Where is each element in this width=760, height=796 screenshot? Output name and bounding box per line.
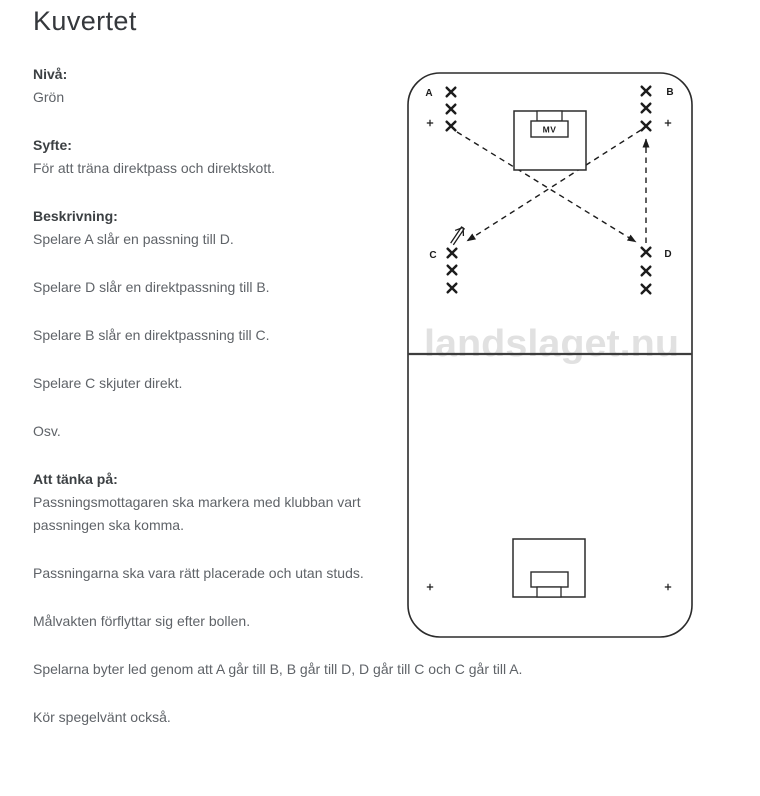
drill-step: Spelare C skjuter direkt.	[33, 375, 183, 391]
drill-step: Spelare D slår en direktpassning till B.	[33, 279, 270, 295]
niva-value: Grön	[33, 89, 65, 105]
player-x-marker	[447, 105, 456, 114]
niva-heading: Nivå:	[33, 66, 68, 82]
syfte-heading: Syfte:	[33, 137, 72, 153]
drill-note: Passningarna ska vara rätt placerade och utan studs.	[33, 565, 364, 581]
player-x-marker	[642, 248, 651, 257]
drill-note: Målvakten förflyttar sig efter bollen.	[33, 613, 251, 629]
player-x-marker	[642, 87, 651, 96]
beskrivning-heading: Beskrivning:	[33, 208, 118, 224]
label-player-b: B	[666, 87, 674, 98]
drill-note-line: passningen ska komma.	[33, 517, 184, 533]
label-player-c: C	[429, 250, 437, 261]
player-x-marker	[447, 88, 456, 97]
drill-note: Spelarna byter led genom att A går till B, B går till D, D går till C och C går till A.	[33, 661, 523, 677]
label-player-a: A	[425, 88, 433, 99]
goalkeeper-box	[531, 572, 568, 587]
goal-cage	[537, 111, 562, 121]
player-x-marker	[447, 122, 456, 131]
page-title: Kuvertet	[33, 6, 137, 36]
plus-marker	[665, 120, 671, 126]
drill-note-line: Passningsmottagaren ska markera med klubban vart	[33, 494, 361, 510]
goalkeeper-label: MV	[542, 124, 557, 135]
watermark-text: landslaget.nu	[424, 323, 679, 365]
goal-cage	[537, 587, 561, 597]
player-x-marker	[642, 122, 651, 131]
label-player-d: D	[664, 249, 672, 260]
bottom-goal	[513, 539, 585, 597]
player-x-marker	[642, 285, 651, 294]
player-x-marker	[448, 284, 457, 293]
drill-step: Spelare A slår en passning till D.	[33, 231, 234, 247]
plus-marker	[665, 584, 671, 590]
rink-diagram	[407, 72, 693, 639]
plus-marker	[427, 120, 433, 126]
player-x-marker	[642, 267, 651, 276]
drill-step: Spelare B slår en direktpassning till C.	[33, 327, 270, 343]
drill-step: Osv.	[33, 423, 61, 439]
shot-arrow-c	[448, 225, 467, 247]
att-tanka-pa-heading: Att tänka på:	[33, 471, 118, 487]
player-x-marker	[448, 266, 457, 275]
plus-marker	[427, 584, 433, 590]
drill-note: Kör spegelvänt också.	[33, 709, 171, 725]
syfte-text: För att träna direktpass och direktskott.	[33, 160, 275, 176]
top-goal	[514, 111, 586, 170]
player-x-marker	[448, 249, 457, 258]
player-x-marker	[642, 104, 651, 113]
